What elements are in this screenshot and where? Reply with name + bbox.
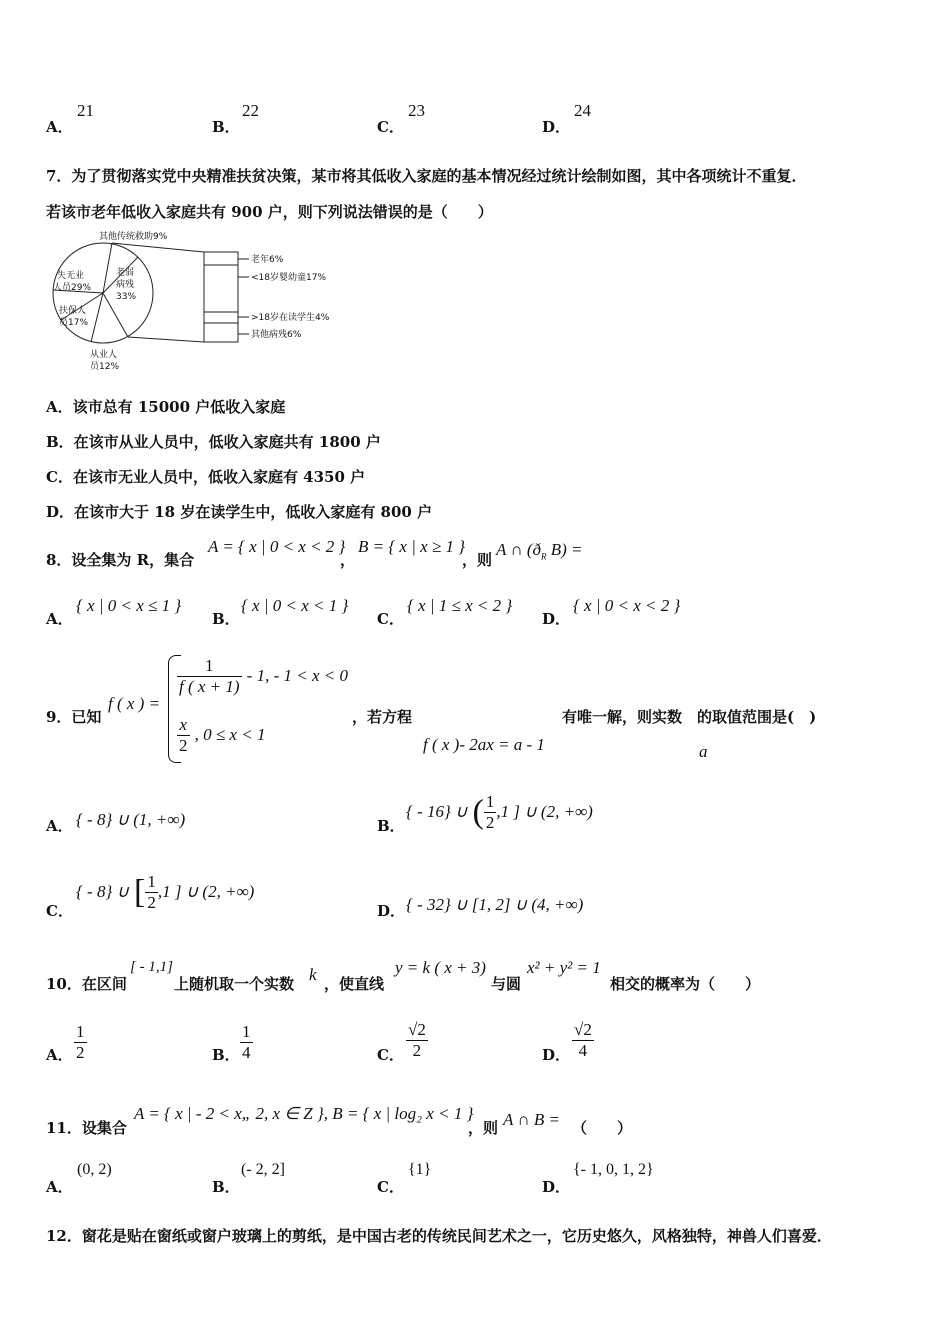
q10-opt-c-num: √2 <box>408 1020 426 1039</box>
connector-top <box>112 243 204 252</box>
q10-opt-c-den: 2 <box>412 1041 422 1060</box>
q11-option-d-value: {- 1, 0, 1, 2} <box>573 1161 654 1178</box>
label-disabled-2: 病残 <box>116 280 135 290</box>
q9-option-b-label: B． <box>377 817 405 835</box>
q9-equation: f ( x )- 2ax = a - 1 <box>423 735 545 754</box>
q8-comma: ， <box>340 551 356 569</box>
q10-option-c-fraction <box>406 1020 428 1061</box>
q7-option-c: C．在该市无业人员中，低收入家庭有 4350 户 <box>46 468 366 486</box>
q6-option-d-label: D． <box>542 118 571 136</box>
q10-opt-a-num: 1 <box>76 1022 85 1041</box>
q6-option-a-value: 21 <box>77 101 94 120</box>
q11-stem: 11．设集合 <box>46 1119 127 1137</box>
q10-interval: [ - 1,1] <box>130 959 173 975</box>
q10-line-equation: y = k ( x + 3) <box>395 958 486 977</box>
q8-option-d-label: D． <box>542 610 571 628</box>
q10-text-4: 相交的概率为（ ） <box>610 975 761 993</box>
q9-tail-text: 有唯一解，则实数 的取值范围是( ) <box>562 708 817 726</box>
label-other-disabled: 其他病残6% <box>251 330 302 340</box>
q10-stem: 10．在区间 <box>46 975 127 993</box>
q8-option-a-label: A． <box>46 610 73 628</box>
q6-option-a-label: A． <box>46 118 73 136</box>
q11-then: ，则 <box>468 1119 499 1137</box>
q8-expr-part1: A ∩ (ð <box>496 540 542 559</box>
q9-optb-num: 1 <box>485 792 495 811</box>
label-disabled-3: 33% <box>116 292 137 302</box>
q11-option-a-label: A． <box>46 1178 73 1196</box>
q7-stem-line2: 若该市老年低收入家庭共有 900 户，则下列说法错误的是（ ） <box>46 203 493 221</box>
q9-optc-den: 2 <box>147 893 156 912</box>
q8-stem: 8．设全集为 R，集合 <box>46 551 195 569</box>
label-unemployed-1: 失无业 <box>57 271 85 281</box>
q9-case-1 <box>177 656 348 697</box>
q10-opt-a-den: 2 <box>76 1043 85 1062</box>
q7-pie-figure <box>46 230 346 375</box>
q7-stem-line1: 7．为了贯彻落实党中央精准扶贫决策，某市将其低收入家庭的基本情况经过统计绘制如图，其中各项统计不重复． <box>46 167 807 185</box>
q6-option-b-label: B． <box>212 118 240 136</box>
q9-case2-num: x <box>177 715 190 736</box>
q10-circle-equation: x² + y² = 1 <box>527 958 601 977</box>
q10-option-b-fraction <box>240 1022 253 1063</box>
label-unemployed-2: 人员29% <box>53 283 92 293</box>
q7-option-b: B．在该市从业人员中，低收入家庭共有 1800 户 <box>46 433 381 451</box>
q10-opt-b-den: 4 <box>242 1043 251 1062</box>
q9-option-a-label: A． <box>46 817 73 835</box>
q10-opt-d-num: √2 <box>574 1020 592 1039</box>
q10-text-2: ，使直线 <box>324 975 385 993</box>
q11-option-b-value: (- 2, 2] <box>241 1161 285 1178</box>
q8-set-b: B = { x | x ≥ 1 } <box>358 537 466 556</box>
label-other-aid: 其他传统救助9% <box>99 232 168 242</box>
q10-option-a-fraction <box>74 1022 87 1063</box>
q8-option-c-label: C． <box>377 610 404 628</box>
q9-optc-num: 1 <box>147 872 156 891</box>
label-employed-2: 员12% <box>90 362 120 372</box>
q9-mid-text: ，若方程 <box>352 708 413 726</box>
q11-option-a-value: (0, 2) <box>77 1161 112 1178</box>
q8-then: ，则 <box>462 551 493 569</box>
q8-option-d-value: { x | 0 < x < 2 } <box>573 596 681 615</box>
q8-option-a-value: { x | 0 < x ≤ 1 } <box>76 596 182 615</box>
q11-answer-paren: （ ） <box>572 1119 633 1137</box>
label-employed-1: 从业人 <box>90 350 118 360</box>
q9-case1-fraction <box>177 656 242 697</box>
q10-text-1: 上随机取一个实数 <box>174 975 295 993</box>
q6-option-d-value: 24 <box>574 101 591 120</box>
q9-option-d-value: { - 32} ∪ [1, 2] ∪ (4, +∞) <box>406 895 584 914</box>
q9-option-d-label: D． <box>377 902 406 920</box>
q10-option-c-label: C． <box>377 1046 404 1064</box>
q9-case-2 <box>177 715 265 756</box>
q9-option-b-value <box>406 792 593 833</box>
q9-case2-fraction <box>177 715 190 756</box>
connector-bottom <box>128 337 204 342</box>
q9-optb-post: ,1 ] ∪ (2, +∞) <box>496 802 593 821</box>
q9-case2-den: 2 <box>179 736 188 755</box>
q11-option-c-value: {1} <box>408 1161 432 1178</box>
q9-function-name: f ( x ) = <box>108 694 161 713</box>
label-insured-2: 员17% <box>59 318 89 328</box>
pie-divider-5 <box>91 293 103 342</box>
q9-optc-pre: { - 8} ∪ <box>76 882 129 901</box>
q8-expr-sub: R <box>541 551 547 562</box>
q9-optb-den: 2 <box>485 813 495 832</box>
q9-optc-post: ,1 ] ∪ (2, +∞) <box>157 882 255 901</box>
q6-option-c-label: C． <box>377 118 404 136</box>
q9-optb-lparen: ( <box>472 793 484 831</box>
pie-chart-svg <box>46 230 346 375</box>
q7-option-d: D．在该市大于 18 岁在读学生中，低收入家庭有 800 户 <box>46 503 433 521</box>
q12-stem-line1: 12．窗花是贴在窗纸或窗户玻璃上的剪纸，是中国古老的传统民间艺术之一，它历史悠久，风格独特，神兽人们喜爱． <box>46 1227 832 1245</box>
q9-case1-den: f ( x + 1) <box>179 677 240 696</box>
q9-variable-a: a <box>699 742 708 761</box>
label-infants: <18岁婴幼童17% <box>251 273 326 283</box>
q9-option-c-value <box>76 872 254 913</box>
q8-option-b-value: { x | 0 < x < 1 } <box>241 596 349 615</box>
q8-option-b-label: B． <box>212 610 240 628</box>
q9-case1-rest: - 1, - 1 < x < 0 <box>246 666 348 685</box>
q10-option-a-label: A． <box>46 1046 73 1064</box>
q6-option-c-value: 23 <box>408 101 425 120</box>
q10-opt-b-num: 1 <box>242 1022 251 1041</box>
label-elderly: 老年6% <box>251 255 284 265</box>
label-disabled-1: 老弱 <box>116 268 135 278</box>
q11-set-definitions: A = { x | - 2 < x„ 2, x ∈ Z }, B = { x | log₂ x < 1 } <box>134 1104 474 1123</box>
q9-option-a-value: { - 8} ∪ (1, +∞) <box>76 810 186 829</box>
q10-option-d-label: D． <box>542 1046 571 1064</box>
q8-expression <box>496 540 583 561</box>
q9-optc-fraction <box>145 872 158 913</box>
q10-k: k <box>309 965 317 984</box>
q10-option-d-fraction <box>572 1020 594 1061</box>
q9-optc-lbracket: [ <box>134 873 146 911</box>
q10-opt-d-den: 4 <box>578 1041 588 1060</box>
label-insured-1: 扶保人 <box>59 306 87 316</box>
q11-option-b-label: B． <box>212 1178 240 1196</box>
q9-case1-num: 1 <box>177 656 242 677</box>
q8-option-c-value: { x | 1 ≤ x < 2 } <box>407 596 513 615</box>
q7-option-a: A．该市总有 15000 户低收入家庭 <box>46 398 286 416</box>
q8-set-a: A = { x | 0 < x < 2 } <box>208 537 346 556</box>
q9-option-c-label: C． <box>46 902 73 920</box>
q9-stem: 9．已知 <box>46 708 102 726</box>
label-students: >18岁在读学生4% <box>251 313 330 323</box>
q6-option-b-value: 22 <box>242 101 259 120</box>
q10-text-3: 与圆 <box>491 975 522 993</box>
q11-option-d-label: D． <box>542 1178 571 1196</box>
q10-option-b-label: B． <box>212 1046 240 1064</box>
q8-expr-part2: B) = <box>546 540 583 559</box>
q9-case2-rest: , 0 ≤ x < 1 <box>194 725 266 744</box>
q9-optb-pre: { - 16} ∪ <box>406 802 468 821</box>
q9-optb-fraction <box>484 792 497 833</box>
q11-expression: A ∩ B = <box>503 1110 560 1129</box>
q11-option-c-label: C． <box>377 1178 404 1196</box>
